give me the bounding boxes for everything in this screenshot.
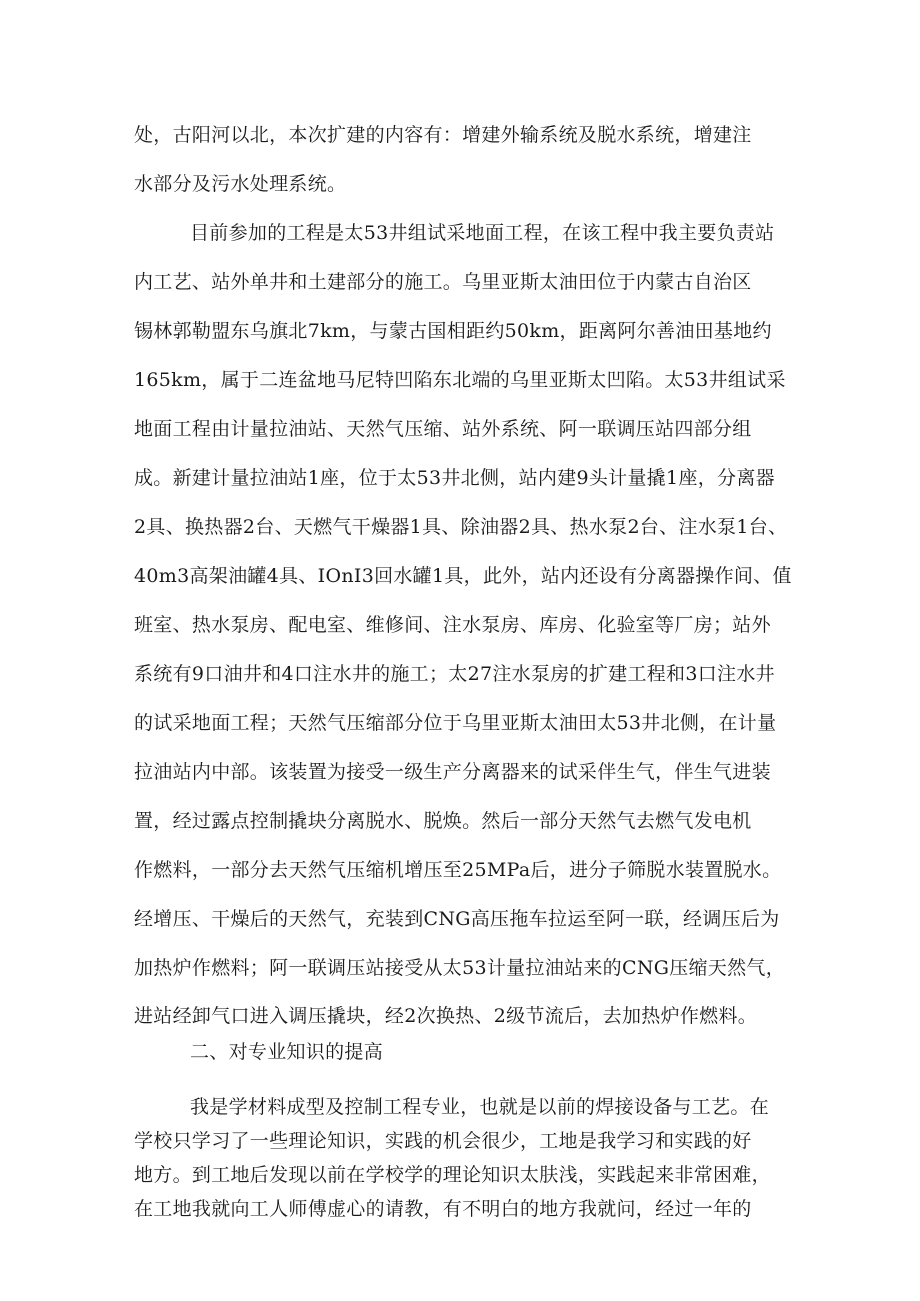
paragraph-first-line: 我是学材料成型及控制工程专业，也就是以前的焊接设备与工艺。在 xyxy=(190,1096,770,1118)
text-line: 作燃料，一部分去天然气压缩机增压至25MPa后，进分子筛脱水装置脱水。 xyxy=(134,859,782,881)
section-heading: 二、对专业知识的提高 xyxy=(190,1041,384,1063)
text-line: 系统有9口油井和4口注水井的施工；太27注水泵房的扩建工程和3口注水井 xyxy=(134,663,775,685)
text-line: 的试采地面工程；天然气压缩部分位于乌里亚斯太油田太53井北侧，在计量 xyxy=(134,712,777,734)
text-line: 班室、热水泵房、配电室、维修间、注水泵房、库房、化验室等厂房；站外 xyxy=(134,614,771,636)
text-line: 拉油站内中部。该装置为接受一级生产分离器来的试采伴生气，伴生气进装 xyxy=(134,761,771,783)
paragraph-first-line: 目前参加的工程是太53井组试采地面工程，在该工程中我主要负责站 xyxy=(190,222,775,244)
text-line: 锡林郭勒盟东乌旗北7km，与蒙古国相距约50km，距离阿尔善油田基地约 xyxy=(134,320,772,342)
text-line: 165km，属于二连盆地马尼特凹陷东北端的乌里亚斯太凹陷。太53井组试采 xyxy=(134,369,786,391)
text-line: 内工艺、站外单井和土建部分的施工。乌里亚斯太油田位于内蒙古自治区 xyxy=(134,271,752,293)
text-line: 成。新建计量拉油站1座，位于太53井北侧，站内建9头计量撬1座，分离器 xyxy=(134,467,775,489)
text-line: 经增压、干燥后的天然气，充装到CNG高压拖车拉运至阿一联，经调压后为 xyxy=(134,908,780,930)
text-line: 2具、换热器2台、天燃气干燥器1具、除油器2具、热水泵2台、注水泵1台、 xyxy=(134,516,788,538)
text-line: 加热炉作燃料；阿一联调压站接受从太53计量拉油站来的CNG压缩天然气， xyxy=(134,957,786,979)
text-line: 置，经过露点控制撬块分离脱水、脱焕。然后一部分天然气去燃气发电机 xyxy=(134,810,752,832)
text-line: 处，古阳河以北，本次扩建的内容有：增建外输系统及脱水系统，增建注 xyxy=(134,124,752,146)
text-line: 40m3高架油罐4具、IOnI3回水罐1具，此外，站内还设有分离器操作间、值 xyxy=(134,565,792,587)
text-line: 水部分及污水处理系统。 xyxy=(134,173,347,195)
text-line: 地方。到工地后发现以前在学校学的理论知识太肤浅，实践起来非常困难， xyxy=(134,1164,771,1186)
text-line: 在工地我就向工人师傅虚心的请教，有不明白的地方我就问，经过一年的 xyxy=(134,1198,752,1220)
text-line: 学校只学习了一些理论知识，实践的机会很少，工地是我学习和实践的好 xyxy=(134,1130,752,1152)
text-line: 地面工程由计量拉油站、天然气压缩、站外系统、阿一联调压站四部分组 xyxy=(134,418,752,440)
text-line: 进站经卸气口进入调压撬块，经2次换热、2级节流后，去加热炉作燃料。 xyxy=(134,1005,758,1027)
